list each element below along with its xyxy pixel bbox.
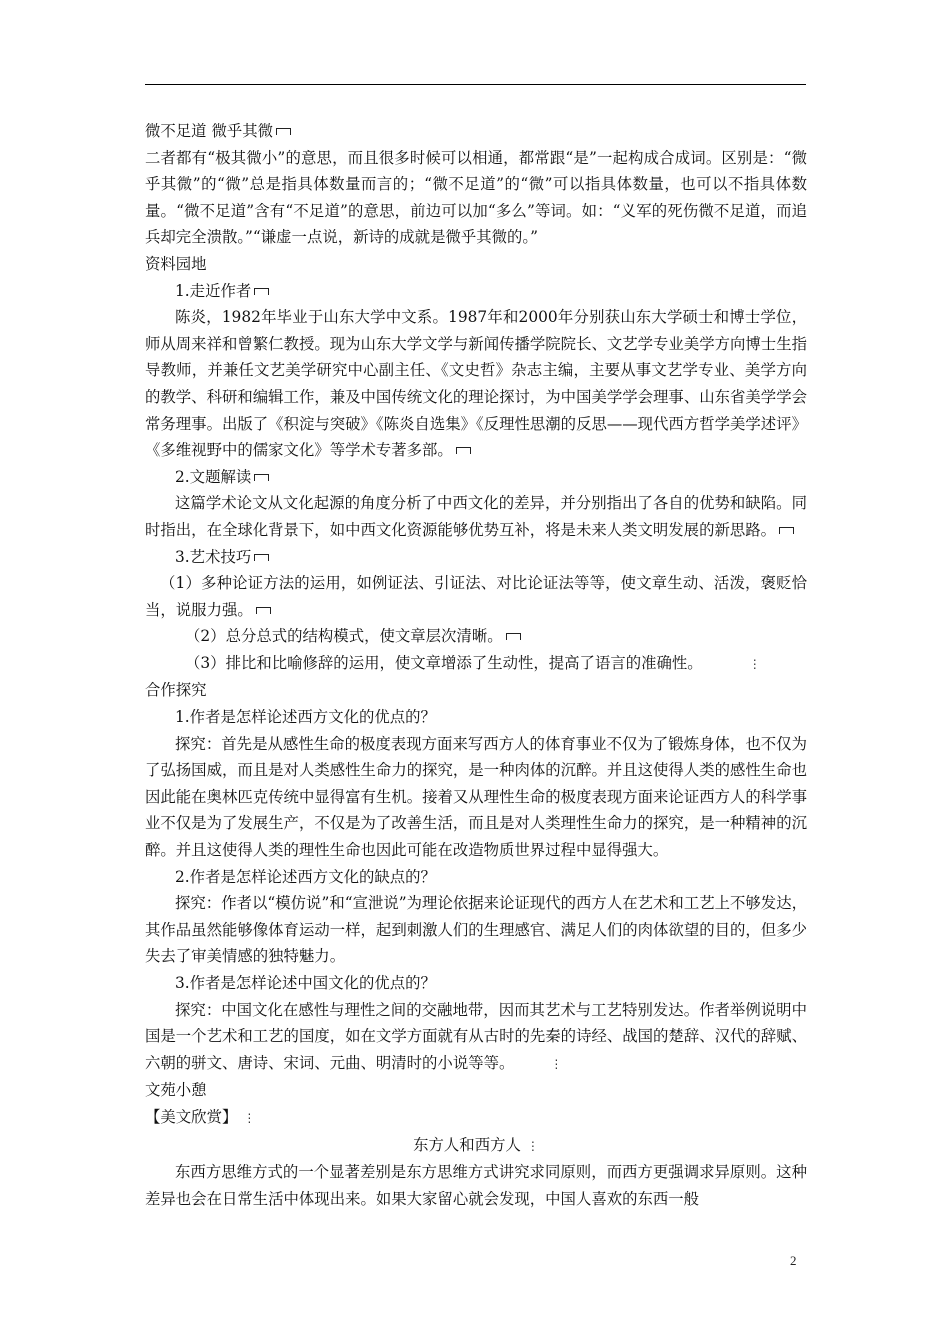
essay-body: 东西方思维方式的一个显著差别是东方思维方式讲究求同原则，而西方更强调求异原则。这种差异也会在日常生活中体现出来。如果大家留心就会发现，中国人喜欢的东西一般 xyxy=(145,1163,807,1208)
resource-s2-title: 2.文题解读 xyxy=(145,464,807,491)
header-rule xyxy=(145,84,806,85)
paragraph-mark-icon xyxy=(254,554,269,561)
page-number: 2 xyxy=(790,1253,797,1268)
words-body: 二者都有“极其微小”的意思，而且很多时候可以相通，都常跟“是”一起构成合成词。区别是：“微乎其微”的“微”总是指具体数量而言的；“微不足道”的“微”可以指具体数量，也可以不指具体数量。“微不足道”含有“不足道”的意思，前边可以加“多么”等词。如：“义军的死伤微不足道，而追兵却完全溃散。”“谦虚一点说，新诗的成就是微乎其微的。” xyxy=(145,148,807,247)
line-break-mark-icon: ⋮ xyxy=(243,1110,256,1125)
paragraph-mark-icon xyxy=(506,633,521,640)
explore-q2: 2.作者是怎样论述西方文化的缺点的？ xyxy=(175,867,436,886)
resource-s2-body: 这篇学术论文从文化起源的角度分析了中西文化的差异，并分别指出了各自的优势和缺陷。同时指出，在全球化背景下，如中西文化资源能够优势互补，将是未来人类文明发展的新思路。 xyxy=(145,494,807,539)
line-break-mark-icon: ⋮ xyxy=(550,1056,563,1071)
section-explore-title: 合作探究 xyxy=(145,681,207,700)
paragraph-mark-icon xyxy=(256,607,271,614)
explore-q3: 3.作者是怎样论述中国文化的优点的？ xyxy=(175,974,436,992)
section-garden-title: 文苑小憩 xyxy=(145,1081,207,1100)
explore-a1: 探究：首先是从感性生命的极度表现方面来写西方人的体育事业不仅为了锻炼身体，也不仅为了弘扬国威，而且是对人类感性生命力的探究，是一种肉体的沉醉。并且这使得人类的感性生命也因此能在奥林匹克传统中显得富有生机。接着又从理性生命的极度表现方面来论证西方人的科学事业不仅是为了发展生产，不仅是为了改善生活，而且是对人类理性生命力的探究，是一种精神的沉醉。并且这使得人类的理性生命也因此可能在改造物质世界过程中显得强大。 xyxy=(145,734,807,860)
resource-s3-p3: （3）排比和比喻修辞的运用，使文章增添了生动性，提高了语言的准确性。 ⋮ xyxy=(145,650,807,678)
resource-s1-title: 1.走近作者 xyxy=(145,278,807,305)
line-break-mark-icon: ⋮ xyxy=(526,1138,539,1153)
line-break-mark-icon: ⋮ xyxy=(748,656,761,671)
section-resource-title: 资料园地 xyxy=(145,254,207,273)
paragraph-mark-icon xyxy=(456,447,471,454)
explore-a2: 探究：作者以“模仿说”和“宣泄说”为理论依据来论证现代的西方人在艺术和工艺上不够发达，其作品虽然能够像体育运动一样，起到刺激人们的生理感官、满足人们的肉体欲望的目的，但多少失去了审美情感的独特魅力。 xyxy=(145,894,807,966)
resource-s1-body: 陈炎，1982年毕业于山东大学中文系。1987年和2000年分别获山东大学硕士和博士学位，师从周来祥和曾繁仁教授。现为山东大学文学与新闻传播学院院长、文艺学专业美学方向博士生指导教师，并兼任文艺美学研究中心副主任、《文史哲》杂志主编，主要从事文艺学专业、美学方向的教学、科研和编辑工作，兼及中国传统文化的理论探讨，为中国美学学会理事、山东省美学学会常务理事。出版了《积淀与突破》《陈炎自选集》《反理性思潮的反思——现代西方哲学美学述评》《多维视野中的儒家文化》等学术专著多部。 xyxy=(145,308,807,460)
essay-title: 东方人和西方人 ⋮ xyxy=(145,1132,807,1160)
explore-q1: 1.作者是怎样论述西方文化的优点的？ xyxy=(175,708,436,727)
paragraph-mark-icon xyxy=(779,527,794,534)
resource-s3-p2: （2）总分总式的结构模式，使文章层次清晰。 xyxy=(145,623,807,650)
words-heading: 微不足道 微乎其微 xyxy=(145,118,807,145)
resource-s3-title: 3.艺术技巧 xyxy=(145,544,807,571)
page-body xyxy=(145,118,807,1212)
resource-s3-p1: （1）多种论证方法的运用，如例证法、引证法、对比论证法等等，使文章生动、活泼，褒贬恰当，说服力强。 xyxy=(145,574,807,619)
paragraph-mark-icon xyxy=(254,474,269,481)
paragraph-mark-icon xyxy=(254,288,269,295)
explore-a3: 探究：中国文化在感性与理性之间的交融地带，因而其艺术与工艺特别发达。作者举例说明中国是一个艺术和工艺的国度，如在文学方面就有从古时的先秦的诗经、战国的楚辞、汉代的辞赋、六朝的骈文、唐诗、宋词、元曲、明清时的小说等等。 ⋮ xyxy=(145,997,807,1078)
garden-tag: 【美文欣赏】 ⋮ xyxy=(145,1104,807,1132)
paragraph-mark-icon xyxy=(276,128,291,135)
